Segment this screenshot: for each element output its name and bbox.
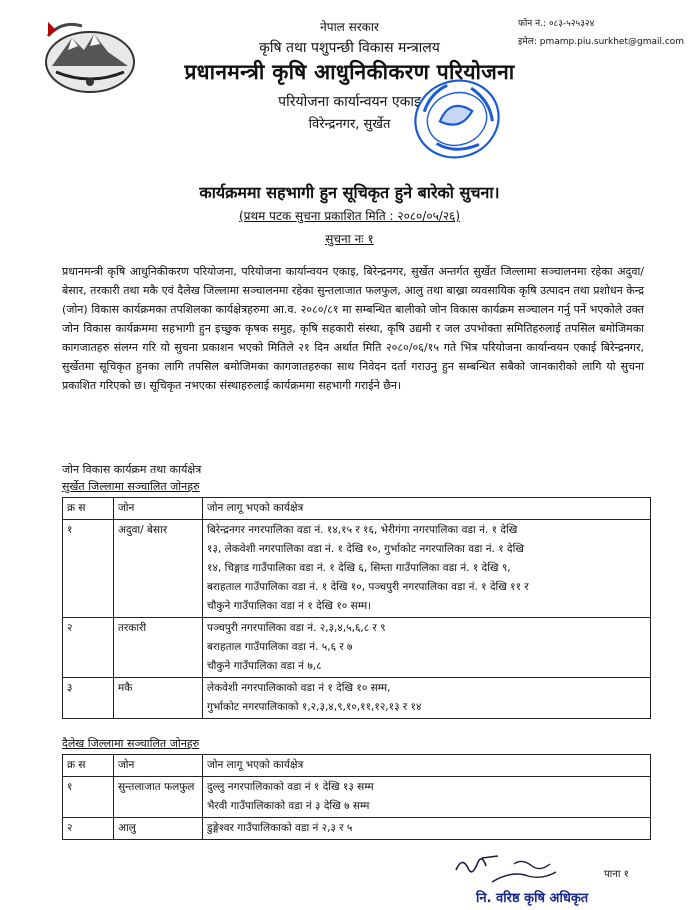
unit-name: परियोजना कार्यान्वयन एकाइ <box>278 94 421 110</box>
zone-header: जोन <box>114 755 203 777</box>
area-line: चौकुने गाउँपालिका वडा नं ७,८ <box>207 660 322 672</box>
area-line: गुर्भाकोट नगरपालिकाको १,२,३,४,९,१०,११,१२,१३ र १४ <box>207 701 422 713</box>
officer-title: नि. वरिष्ठ कृषि अधिकृत <box>476 891 589 906</box>
row-sn: २ <box>63 818 114 840</box>
row-sn: २ <box>63 618 114 678</box>
row-area <box>203 818 651 840</box>
row-area <box>203 520 651 618</box>
signature-icon <box>452 848 572 888</box>
surkhet-heading: सुर्खेत जिल्लामा सञ्चालित जोनहरु <box>62 480 200 493</box>
project-name: प्रधानमन्त्री कृषि आधुनिकीकरण परियोजना <box>184 60 515 84</box>
area-line: भैरवी गाउँपालिकाको वडा नं ३ देखि ७ सम्म <box>207 800 370 812</box>
notice-title: कार्यक्रममा सहभागी हुन सूचिकृत हुने बारेको सुचना। <box>199 183 500 202</box>
sn-header: क्र स <box>63 498 114 520</box>
email-address: इमेल: pmamp.piu.surkhet@gmail.com <box>518 37 685 47</box>
area-line: १४, चिङ्गाड गाउँपालिका वडा नं. १ देखि ६, सिम्ता गाउँपालिका वडा नं. १ देखि ९, <box>207 562 511 574</box>
row-zone: आलु <box>114 818 203 840</box>
table-row <box>63 520 651 618</box>
page-number: पाना १ <box>604 869 629 880</box>
section-heading: जोन विकास कार्यक्रम तथा कार्यक्षेत्र <box>62 463 202 476</box>
row-area <box>203 678 651 719</box>
table-header-row <box>63 498 651 520</box>
zone-header: जोन <box>114 498 203 520</box>
row-area <box>203 618 651 678</box>
table-row <box>63 678 651 719</box>
surkhet-zones-table <box>62 497 651 719</box>
government-name: नेपाल सरकार <box>320 20 379 34</box>
row-area <box>203 777 651 818</box>
area-line: बिरेन्द्रनगर नगरपालिका वडा नं. १४,१५ र १६, भेरीगंगा नगरपालिका वडा नं. १ देखि <box>207 524 518 536</box>
notice-body: प्रधानमन्त्री कृषि आधुनिकीकरण परियोजना, परियोजना कार्यान्वयन एकाइ, बिरेन्द्रनगर, सुर्खेत अन्तर्गत सुर्खेत जिल्लामा सञ्चालनमा रहेका अदुवा/बेसार, तरकारी तथा मकै एवं दैलेख जिल्लामा सञ्चालनमा रहेका सुन्तलाजात फलफुल, आलु तथा बाख्रा व्यवसायिक कृषि उत्पादन तथा प्रशोधन केन्द्र (जोन) विकास कार्यक्रमका तपशिलका कार्यक्षेत्रहरुमा आ.व. २०८०/८१ मा सम्बन्धित बालीको जोन विकास कार्यक्रम सञ्चालन गर्नु पर्ने भएकोले उक्त जोन विकास कार्यक्रममा सहभागी हुन इच्छुक कृषक समुह, कृषि सहकारी संस्था, कृषि उद्यमी र जल उपभोक्ता समितिहरुलाई तपसिल बमोजिमका कागजातहरु संलग्न गरि यो सुचना प्रकाशन भएको मितिले २१ दिन अर्थात मिति २०८०/०६/१५ गते भित्र परियोजना कार्यान्वयन एकाई बिरेन्द्रनगर, सुर्खेतमा सूचिकृत हुनका लागि तपसिल बमोजिमका कागजातहरुका साथ निवेदन दर्ता गराउनु हुन सम्बन्धित सबैको जानकारीको लागि यो सुचना प्रकाशित गरिएको छ। सूचिकृत नभएका संस्थाहरुलाई कार्यक्रममा सहभागी गराईने छैन। <box>62 265 644 392</box>
row-zone: तरकारी <box>114 618 203 678</box>
dailekh-zones-table <box>62 754 651 840</box>
table-header-row <box>63 755 651 777</box>
row-zone: मकै <box>114 678 203 719</box>
sn-header: क्र स <box>63 755 114 777</box>
table-row <box>63 818 651 840</box>
area-line: दुल्लु नगरपालिकाको वडा नं १ देखि १३ सम्म <box>207 781 374 793</box>
phone-number: फोन नं.: ०८३-५२५३२४ <box>518 19 595 29</box>
area-line: बराहताल गाउँपालिका वडा नं. १ देखि १०, पञ्चपुरी नगरपालिका वडा नं. १ देखि ११ र <box>207 581 529 593</box>
area-header: जोन लागू भएको कार्यक्षेत्र <box>203 755 651 777</box>
area-line: बराहताल गाउँपालिका वडा नं. ५,६ र ७ <box>207 641 353 653</box>
table-row <box>63 618 651 678</box>
row-zone: अदुवा/ बेसार <box>114 520 203 618</box>
area-header: जोन लागू भएको कार्यक्षेत्र <box>203 498 651 520</box>
area-line: चौकुने गाउँपालिका वडा नं १ देखि १० सम्म। <box>207 600 372 612</box>
notice-number: सुचना नः १ <box>325 232 374 246</box>
row-sn: ३ <box>63 678 114 719</box>
dailekh-heading: दैलेख जिल्लामा सञ्चालित जोनहरु <box>62 737 200 750</box>
row-zone: सुन्तलाजात फलफुल <box>114 777 203 818</box>
official-stamp-icon <box>410 72 505 167</box>
area-line: पञ्चपुरी नगरपालिका वडा नं. २,३,४,५,६,८ र ९ <box>207 622 386 634</box>
area-line: डुङ्गेश्वर गाउँपालिकाको वडा नं २,३ र ५ <box>207 822 353 834</box>
table-row <box>63 777 651 818</box>
row-sn: १ <box>63 777 114 818</box>
office-location: विरेन्द्रनगर, सुर्खेत <box>308 117 391 132</box>
row-sn: १ <box>63 520 114 618</box>
area-line: लेकवेशी नगरपालिकाको वडा नं १ देखि १० सम्म, <box>207 682 391 694</box>
publication-date: (प्रथम पटक सुचना प्रकाशित मिति : २०८०/०५/२६) <box>238 209 461 223</box>
ministry-name: कृषि तथा पशुपन्छी विकास मन्त्रालय <box>259 40 440 56</box>
area-line: १३, लेकवेशी नगरपालिका वडा नं. १ देखि १०, गुर्भाकोट नगरपालिका वडा नं. १ देखि <box>207 543 524 555</box>
